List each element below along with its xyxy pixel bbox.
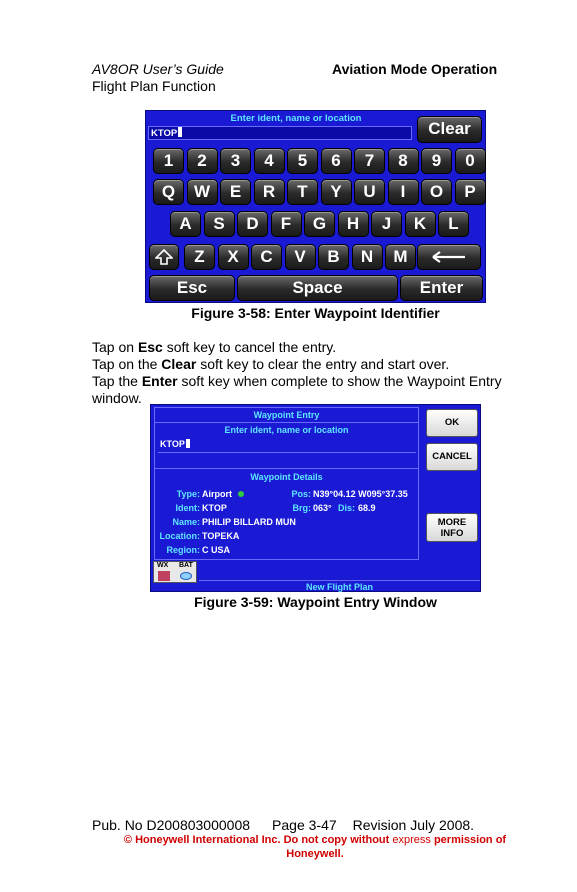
region-label: Region: — [166, 545, 200, 555]
instruction-clear: Tap on the Clear soft key to clear the entry and start over. — [92, 356, 450, 372]
backspace-arrow-icon — [431, 250, 467, 264]
cancel-button[interactable]: CANCEL — [426, 443, 478, 471]
key-r[interactable]: R — [254, 179, 285, 205]
type-label: Type: — [176, 489, 200, 499]
status-icons — [153, 561, 197, 583]
brg-value: 063° — [313, 503, 332, 513]
key-7[interactable]: 7 — [354, 148, 385, 174]
key-o[interactable]: O — [421, 179, 452, 205]
key-k[interactable]: K — [405, 211, 436, 237]
keyboard-screenshot — [145, 110, 486, 303]
more-info-button[interactable]: MORE INFO — [426, 513, 478, 542]
instruction-enter: Tap the Enter soft key when complete to show the Waypoint Entry window. — [92, 373, 502, 406]
entry-underline — [158, 452, 416, 453]
brg-label: Brg: — [292, 503, 311, 513]
battery-icon — [180, 572, 192, 580]
details-title: Waypoint Details — [250, 472, 323, 482]
key-c[interactable]: C — [251, 244, 282, 270]
text-cursor — [186, 439, 190, 448]
text-cursor — [178, 127, 182, 137]
key-0[interactable]: 0 — [455, 148, 486, 174]
waypoint-entry-field[interactable]: KTOP — [160, 439, 190, 449]
key-l[interactable]: L — [438, 211, 469, 237]
key-j[interactable]: J — [371, 211, 402, 237]
key-p[interactable]: P — [455, 179, 486, 205]
key-g[interactable]: G — [304, 211, 335, 237]
key-x[interactable]: X — [218, 244, 249, 270]
pos-value: N39°04.12 W095°37.35 — [313, 489, 408, 499]
figure-caption-keyboard: Figure 3-58: Enter Waypoint Identifier — [191, 305, 440, 321]
clear-key[interactable]: Clear — [417, 116, 482, 143]
name-label: Name: — [172, 517, 200, 527]
weather-icon — [158, 571, 170, 581]
key-f[interactable]: F — [271, 211, 302, 237]
enter-key[interactable]: Enter — [400, 275, 483, 301]
status-text: New Flight Plan — [305, 582, 373, 592]
guide-title: AV8OR User’s Guide — [92, 61, 224, 77]
key-h[interactable]: H — [338, 211, 369, 237]
entry-value: KTOP — [151, 128, 178, 139]
location-label: Location: — [159, 531, 200, 541]
instruction-esc: Tap on Esc soft key to cancel the entry. — [92, 339, 337, 355]
backspace-key[interactable] — [417, 244, 481, 270]
mode-title: Aviation Mode Operation — [332, 61, 498, 77]
divider — [199, 580, 480, 581]
key-v[interactable]: V — [285, 244, 316, 270]
figure-caption-waypoint: Figure 3-59: Waypoint Entry Window — [194, 594, 437, 610]
bat-label: BAT — [179, 562, 193, 569]
section-title: Flight Plan Function — [92, 78, 216, 94]
shift-key[interactable] — [149, 244, 179, 270]
revision: Revision July 2008. — [352, 817, 475, 833]
ident-value: KTOP — [202, 503, 227, 513]
key-e[interactable]: E — [220, 179, 251, 205]
waypoint-entry-screenshot — [150, 404, 481, 592]
key-d[interactable]: D — [237, 211, 268, 237]
key-w[interactable]: W — [187, 179, 218, 205]
location-value: TOPEKA — [202, 531, 240, 541]
esc-key[interactable]: Esc — [149, 275, 235, 301]
window-title: Waypoint Entry — [253, 410, 320, 420]
key-3[interactable]: 3 — [220, 148, 251, 174]
key-a[interactable]: A — [170, 211, 201, 237]
key-6[interactable]: 6 — [321, 148, 352, 174]
ident-entry-field[interactable] — [148, 126, 412, 140]
key-b[interactable]: B — [318, 244, 349, 270]
ok-button[interactable]: OK — [426, 409, 478, 437]
key-n[interactable]: N — [352, 244, 383, 270]
ident-label: Ident: — [175, 503, 200, 513]
dis-value: 68.9 — [358, 503, 376, 513]
region-value: C USA — [202, 545, 231, 555]
waypoint-panel — [154, 407, 419, 560]
key-5[interactable]: 5 — [287, 148, 318, 174]
key-u[interactable]: U — [354, 179, 385, 205]
pub-number: Pub. No D200803000008 — [92, 817, 251, 833]
entry-prompt: Enter ident, name or location — [224, 425, 349, 435]
key-t[interactable]: T — [287, 179, 318, 205]
key-2[interactable]: 2 — [187, 148, 218, 174]
key-y[interactable]: Y — [321, 179, 352, 205]
name-value: PHILIP BILLARD MUN — [202, 517, 296, 527]
key-8[interactable]: 8 — [388, 148, 419, 174]
space-key[interactable]: Space — [237, 275, 398, 301]
shift-icon — [155, 249, 173, 265]
key-4[interactable]: 4 — [254, 148, 285, 174]
keyboard-prompt: Enter ident, name or location — [230, 113, 362, 124]
header-left — [92, 61, 224, 95]
key-s[interactable]: S — [204, 211, 235, 237]
status-bar — [151, 560, 480, 591]
key-i[interactable]: I — [388, 179, 419, 205]
key-z[interactable]: Z — [184, 244, 215, 270]
type-value: Airport — [202, 489, 244, 499]
wx-label: WX — [157, 562, 169, 569]
key-1[interactable]: 1 — [153, 148, 184, 174]
pos-label: Pos: — [291, 489, 311, 499]
page-number: Page 3-47 — [272, 817, 337, 833]
key-q[interactable]: Q — [153, 179, 184, 205]
airport-status-dot-icon — [238, 491, 244, 497]
copyright-notice: © Honeywell International Inc. Do not copy without express permission of Honeywell. — [123, 834, 507, 860]
divider — [155, 468, 418, 469]
key-m[interactable]: M — [385, 244, 416, 270]
key-9[interactable]: 9 — [421, 148, 452, 174]
divider — [155, 422, 418, 423]
dis-label: Dis: — [338, 503, 356, 513]
footer — [92, 817, 474, 833]
